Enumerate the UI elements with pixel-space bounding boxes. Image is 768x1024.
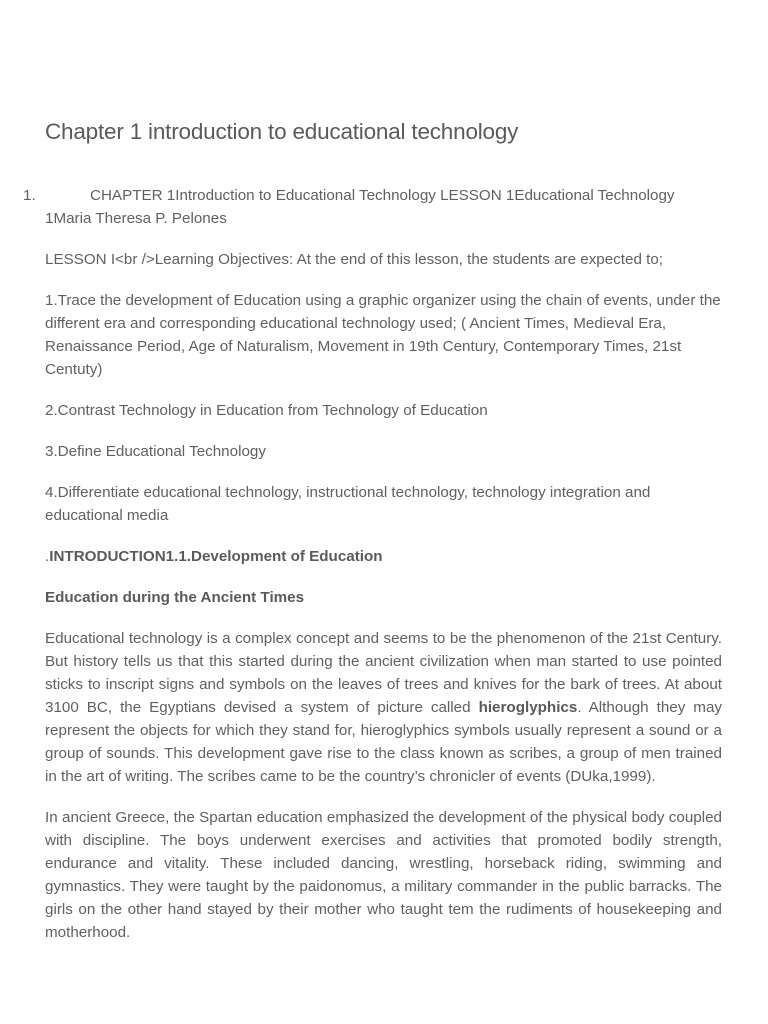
paragraph-text-end: . Although they may represent the objects for which they stand for, hieroglyphics symbols usually represent a sound or a group of sounds. This development gave rise to the class known as scribes, a group of men trained in the art of writing. The scribes came to be the country’s chronicler of events (DUka,1999).: [45, 699, 722, 785]
objective-4: 4.Differentiate educational technology, instructional technology, technology integration and educational media: [45, 484, 651, 524]
list-number: 1.: [23, 187, 36, 204]
intro-heading-text: INTRODUCTION1.1.Development of Education: [49, 548, 383, 565]
lesson-objectives-intro: LESSON I<br />Learning Objectives: At the end of this lesson, the students are expected to;: [45, 251, 663, 268]
document-title: Chapter 1 introduction to educational technology: [45, 119, 519, 144]
paragraph-ancient-greece: In ancient Greece, the Spartan education emphasized the development of the physical body coupled with discipline. The boys underwent exercises and activities that promoted bodily strength, endurance and vitality. These included dancing, wrestling, horseback riding, swimming and gymnastics. They were taught by the paidonomus, a military commander in the public barracks. The girls on the other hand stayed by their mother who taught tem the rudiments of housekeeping and motherhood.: [45, 809, 722, 941]
section-heading: Education during the Ancient Times: [45, 589, 305, 606]
hieroglyphics-term: hieroglyphics: [478, 699, 578, 716]
paragraph-text-start: Educational technology is a complex concept and seems to be the phenomenon of the 21st Century. But history tells us that this started during the ancient civilization when man started to use pointed sticks to inscript signs and symbols on the leaves of trees and knives for the bark of trees. At about 3100 BC, the Egyptians devised a system of picture called: [45, 630, 722, 716]
objective-2: 2.Contrast Technology in Education from Technology of Education: [45, 402, 488, 419]
objective-1: 1.Trace the development of Education using a graphic organizer using the chain of events, under the different era and corresponding educational technology used; ( Ancient Times, Medieval Era, Renaissance Period, Age of Naturalism, Movement in 19th Century, Contemporary Times, 21st Centuty): [45, 292, 721, 378]
paragraph-ancient-times: [45, 627, 722, 788]
intro-prefix: .: [45, 548, 50, 565]
list-item-1: [23, 184, 722, 230]
objective-3: 3.Define Educational Technology: [45, 443, 266, 460]
introduction-heading: [45, 545, 722, 568]
list-item-text: CHAPTER 1Introduction to Educational Technology LESSON 1Educational Technology 1Maria Theresa P. Pelones: [45, 187, 675, 227]
document-body: [23, 184, 722, 962]
